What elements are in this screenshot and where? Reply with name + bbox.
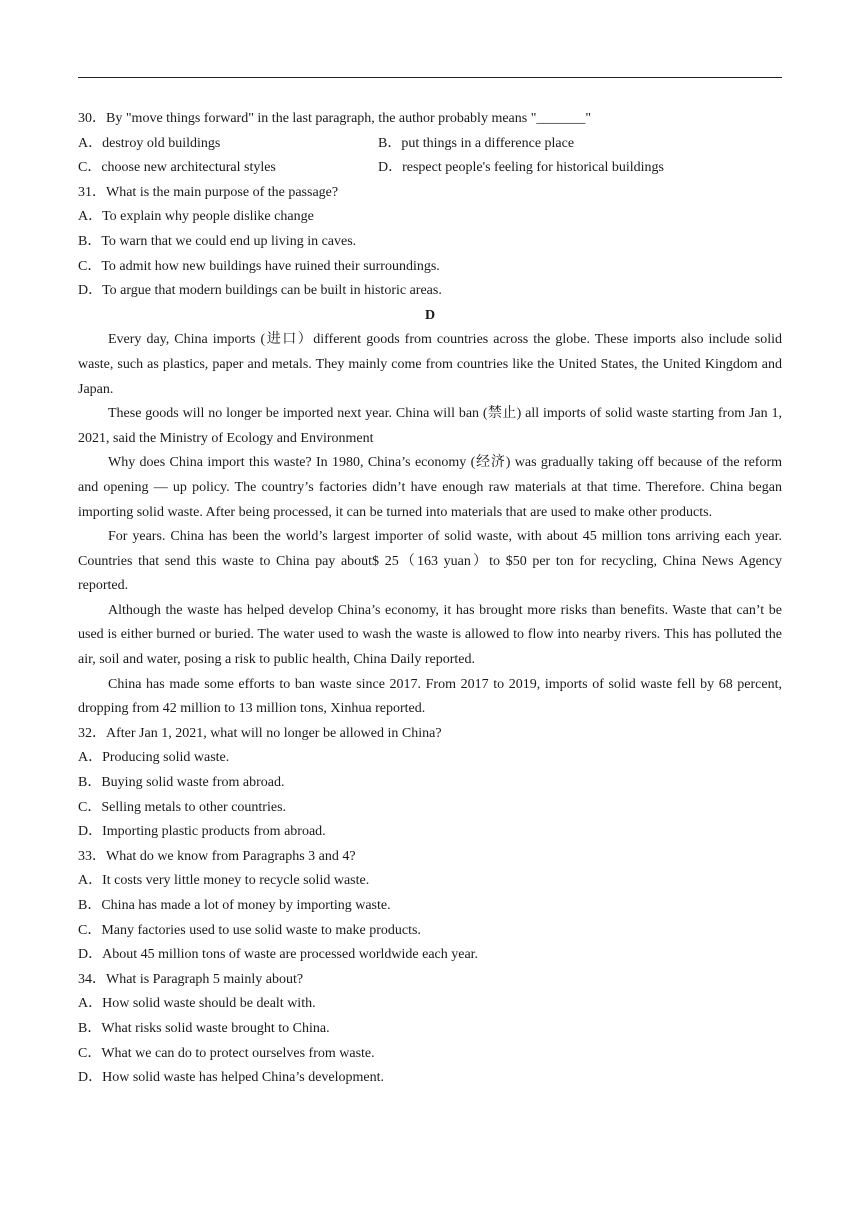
option-34-a: A．How solid waste should be dealt with. bbox=[78, 996, 316, 1012]
option-33-c: C．Many factories used to use solid waste to make products. bbox=[78, 922, 421, 938]
option-34-d: D．How solid waste has helped China’s development. bbox=[78, 1070, 385, 1086]
question-32: 32．After Jan 1, 2021, what will no longer be allowed in China? bbox=[78, 725, 442, 741]
option-31-c: C．To admit how new buildings have ruined their surroundings. bbox=[78, 258, 440, 274]
document-body bbox=[78, 107, 782, 1091]
option-34-c: C．What we can do to protect ourselves from waste. bbox=[78, 1045, 375, 1061]
question-30-options-row-2 bbox=[78, 156, 782, 181]
option-30-b: B．put things in a difference place bbox=[378, 135, 575, 151]
question-33: 33．What do we know from Paragraphs 3 and 4? bbox=[78, 848, 356, 864]
option-33-a: A．It costs very little money to recycle solid waste. bbox=[78, 873, 370, 889]
option-34-b: B．What risks solid waste brought to China. bbox=[78, 1020, 330, 1036]
option-31-a: A．To explain why people dislike change bbox=[78, 209, 314, 225]
option-32-c: C．Selling metals to other countries. bbox=[78, 799, 287, 815]
question-31: 31．What is the main purpose of the passage? bbox=[78, 184, 339, 200]
passage-paragraph-4: For years. China has been the world’s largest importer of solid waste, with about 45 million tons arriving each year. Countries that send this waste to China pay about$ 25（163 yuan）to $50 per ton for recycling, China News Agency reported. bbox=[78, 529, 782, 594]
question-30: 30．By "move things forward" in the last paragraph, the author probably means "_______" bbox=[78, 111, 592, 126]
passage-paragraph-2: These goods will no longer be imported next year. China will ban (禁止) all imports of solid waste starting from Jan 1, 2021, said the Ministry of Ecology and Environment bbox=[78, 406, 782, 446]
option-32-d: D．Importing plastic products from abroad. bbox=[78, 824, 326, 840]
option-32-b: B．Buying solid waste from abroad. bbox=[78, 775, 285, 791]
question-30-options-row-1 bbox=[78, 132, 782, 157]
section-heading: D bbox=[424, 307, 436, 323]
passage-paragraph-1: Every day, China imports (进口）different goods from countries across the globe. These imports also include solid waste, such as plastics, paper and metals. They mainly come from countries like the United States, the United Kingdom and Japan. bbox=[78, 332, 782, 397]
passage-paragraph-5: Although the waste has helped develop China’s economy, it has brought more risks than benefits. Waste that can’t be used is either burned or buried. The water used to wash the waste is allowed to flow into nearby rivers. This has polluted the air, soil and water, posing a risk to public health, China Daily reported. bbox=[78, 602, 782, 668]
header-rule bbox=[78, 77, 782, 78]
passage-paragraph-6: China has made some efforts to ban waste since 2017. From 2017 to 2019, imports of solid waste fell by 68 percent, dropping from 42 million to 13 million tons, Xinhua reported. bbox=[78, 676, 782, 717]
option-30-d: D．respect people's feeling for historical buildings bbox=[378, 160, 664, 176]
option-32-a: A．Producing solid waste. bbox=[78, 750, 230, 766]
option-30-a: A．destroy old buildings bbox=[78, 135, 221, 151]
passage-paragraph-3: Why does China import this waste? In 1980, China’s economy (经济) was gradually taking off because of the reform and opening — up policy. The country’s factories didn’t have enough raw materials at that time. Therefore. China began importing solid waste. After being processed, it can be turned into materials that are used to make other products. bbox=[78, 455, 782, 520]
question-34: 34．What is Paragraph 5 mainly about? bbox=[78, 971, 304, 987]
option-31-b: B．To warn that we could end up living in caves. bbox=[78, 233, 357, 249]
option-30-c: C．choose new architectural styles bbox=[78, 160, 276, 176]
option-33-d: D．About 45 million tons of waste are processed worldwide each year. bbox=[78, 947, 479, 963]
option-33-b: B．China has made a lot of money by importing waste. bbox=[78, 898, 391, 913]
option-31-d: D．To argue that modern buildings can be built in historic areas. bbox=[78, 283, 442, 299]
